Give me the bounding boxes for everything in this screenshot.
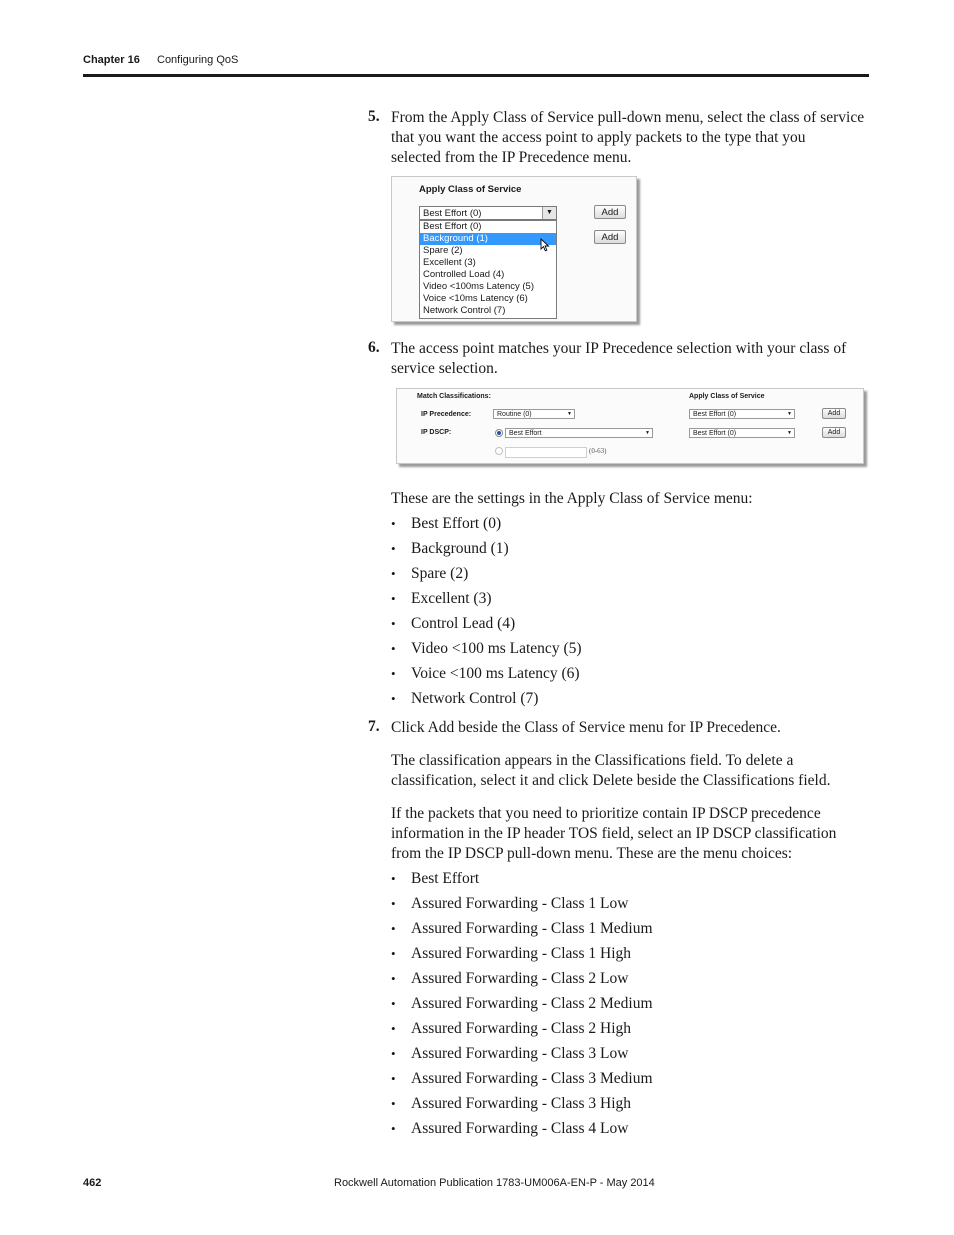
list-item: • Background (1) <box>391 536 582 561</box>
list-item: • Assured Forwarding - Class 1 Low <box>391 891 653 916</box>
dscp-value-radio[interactable] <box>495 447 503 455</box>
paragraph-line: from the IP DSCP pull-down menu. These are the menu choices: <box>391 845 793 862</box>
step-7-number: 7. <box>368 718 380 735</box>
paragraph-line: If the packets that you need to prioritize contain IP DSCP precedence <box>391 805 821 822</box>
list-item: • Assured Forwarding - Class 3 Low <box>391 1041 653 1066</box>
ip-dscp-value: Best Effort <box>509 430 542 437</box>
chevron-down-icon[interactable]: ▼ <box>542 207 556 219</box>
list-item: • Assured Forwarding - Class 1 High <box>391 941 653 966</box>
cos-settings-list <box>391 511 582 711</box>
mouse-cursor-icon <box>540 238 550 252</box>
list-item: • Voice <100 ms Latency (6) <box>391 661 582 686</box>
step-5-line: that you want the access point to apply packets to the type that you <box>391 129 806 146</box>
apply-cos-dropdown-screenshot <box>391 176 637 322</box>
chapter-label: Chapter 16 <box>83 54 140 66</box>
dscp-range-hint: (0-63) <box>589 447 607 455</box>
page-number: 462 <box>83 1177 102 1189</box>
list-item: • Best Effort (0) <box>391 511 582 536</box>
list-item: • Network Control (7) <box>391 686 582 711</box>
add-button[interactable]: Add <box>594 230 626 244</box>
match-classifications-label: Match Classifications: <box>417 393 491 400</box>
step-6-number: 6. <box>368 339 380 356</box>
apply-cos-selected-value: Best Effort (0) <box>423 208 482 219</box>
header-rule <box>83 74 869 77</box>
step-6-line: The access point matches your IP Precedence selection with your class of <box>391 340 847 357</box>
list-item: • Video <100 ms Latency (5) <box>391 636 582 661</box>
add-button[interactable]: Add <box>594 205 626 219</box>
paragraph-line: information in the IP header TOS field, select an IP DSCP classification <box>391 825 837 842</box>
publication-info: Rockwell Automation Publication 1783-UM006A-EN-P - May 2014 <box>334 1177 655 1189</box>
ip-precedence-cos-select[interactable] <box>689 409 795 419</box>
apply-cos-label: Apply Class of Service <box>689 393 765 400</box>
option-spare[interactable]: Spare (2) <box>423 245 463 256</box>
step-7-text: Click Add beside the Class of Service menu for IP Precedence. <box>391 719 781 736</box>
list-item: • Assured Forwarding - Class 2 High <box>391 1016 653 1041</box>
classification-paragraph <box>391 751 869 791</box>
list-item: • Control Lead (4) <box>391 611 582 636</box>
list-item: • Assured Forwarding - Class 4 Low <box>391 1116 653 1141</box>
list-item: • Assured Forwarding - Class 3 Medium <box>391 1066 653 1091</box>
step-5-line: selected from the IP Precedence menu. <box>391 149 632 166</box>
list-item: • Assured Forwarding - Class 1 Medium <box>391 916 653 941</box>
list-item: • Best Effort <box>391 866 653 891</box>
chevron-down-icon: ▼ <box>787 430 792 436</box>
apply-cos-title: Apply Class of Service <box>419 184 522 195</box>
list-item: • Spare (2) <box>391 561 582 586</box>
option-best-effort[interactable]: Best Effort (0) <box>423 221 482 232</box>
ip-precedence-value: Routine (0) <box>497 411 532 418</box>
option-network-control[interactable]: Network Control (7) <box>423 305 506 316</box>
ip-dscp-cos-select[interactable] <box>689 428 795 438</box>
step-5-line: From the Apply Class of Service pull-down menu, select the class of service <box>391 109 865 126</box>
option-excellent[interactable]: Excellent (3) <box>423 257 476 268</box>
option-background[interactable]: Background (1) <box>420 233 556 245</box>
add-button[interactable]: Add <box>822 408 846 419</box>
ip-dscp-radio[interactable] <box>495 429 503 437</box>
settings-intro: These are the settings in the Apply Class of Service menu: <box>391 490 753 507</box>
chevron-down-icon: ▼ <box>645 430 650 436</box>
ip-precedence-label: IP Precedence: <box>421 411 472 418</box>
dscp-paragraph <box>391 804 869 864</box>
ip-precedence-select[interactable] <box>493 409 575 419</box>
section-title: Configuring QoS <box>157 54 239 66</box>
option-controlled-load[interactable]: Controlled Load (4) <box>423 269 505 280</box>
apply-cos-select[interactable] <box>419 206 557 220</box>
apply-cos-options-list[interactable] <box>419 220 557 319</box>
step-6-text <box>391 339 869 379</box>
option-video[interactable]: Video <100ms Latency (5) <box>423 281 534 292</box>
paragraph-line: The classification appears in the Classifications field. To delete a <box>391 752 794 769</box>
dscp-value-input[interactable] <box>505 447 587 458</box>
option-voice[interactable]: Voice <10ms Latency (6) <box>423 293 528 304</box>
list-item: • Assured Forwarding - Class 2 Medium <box>391 991 653 1016</box>
step-6-line: service selection. <box>391 360 498 377</box>
ip-dscp-select[interactable] <box>505 428 653 438</box>
step-5-text <box>391 108 869 168</box>
list-item: • Assured Forwarding - Class 3 High <box>391 1091 653 1116</box>
match-classifications-screenshot <box>396 388 864 464</box>
ip-dscp-cos-value: Best Effort (0) <box>693 430 737 437</box>
list-item: • Excellent (3) <box>391 586 582 611</box>
chevron-down-icon: ▼ <box>787 411 792 417</box>
ip-dscp-label: IP DSCP: <box>421 429 452 436</box>
add-button[interactable]: Add <box>822 427 846 438</box>
chevron-down-icon: ▼ <box>567 411 572 417</box>
paragraph-line: classification, select it and click Delete beside the Classifications field. <box>391 772 831 789</box>
list-item: • Assured Forwarding - Class 2 Low <box>391 966 653 991</box>
dscp-choices-list <box>391 866 653 1141</box>
step-5-number: 5. <box>368 108 380 125</box>
ip-precedence-cos-value: Best Effort (0) <box>693 411 737 418</box>
